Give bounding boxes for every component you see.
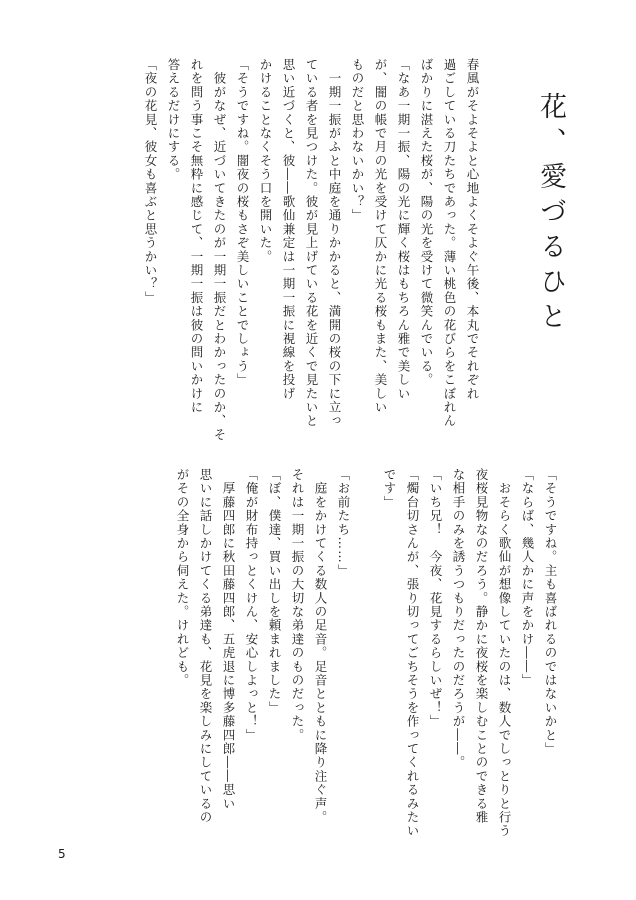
text-column (355, 468, 378, 828)
text-column: 彼がなぜ、近づいてきたのが一期一振だとわかったのか、そ (212, 58, 227, 442)
text-column: 「なあ一期一振、陽の光に輝く桜はもちろん雅で美しい (396, 58, 411, 401)
text-column: がその全身から伺えた。けれども。 (175, 468, 190, 688)
text-column: 庭をかけてくる数人の足音。足音とともに降り注ぐ声。 (313, 468, 328, 825)
text-column: 「そうですね。主も喜ばれるのではないかと」 (543, 468, 558, 756)
text-column: れを問う事こそ無粋に感じて、一期一振は彼の問いかけに (189, 58, 204, 415)
text-column: 「ぼ、僕達、買い出しを頼まれました」 (267, 468, 282, 715)
text-column: ばかりに湛えた桜が、陽の光を受けて微笑んでいる。 (419, 58, 434, 387)
text-column: 「ならば、幾人かに声をかけ――」 (520, 468, 535, 688)
text-column: 春風がそよそよと心地よくそよぐ午後、本丸でそれぞれ (465, 58, 480, 401)
text-column: 「いち兄！ 今夜、花見するらしいぜ！」 (428, 468, 443, 729)
page-number: 5 (58, 847, 66, 861)
text-column: です」 (382, 468, 397, 510)
text-column: 答えるだけにする。 (166, 58, 181, 182)
text-column: な相手のみを誘うつもりだったのだろうが――。 (451, 468, 466, 770)
text-column: 「そうですね。闇夜の桜もさぞ美しいことでしょう」 (235, 58, 250, 387)
text-column: 夜桜見物なのだろう。静かに夜桜を楽しむことのできる雅 (474, 468, 489, 825)
text-column: ものだと思わないかい？」 (350, 58, 365, 223)
text-column: それは一期一振の大切な弟達のものだった。 (290, 468, 305, 742)
text-column: 「夜の花見、彼女も喜ぶと思うかい？」 (143, 58, 158, 305)
text-column: が、闇の帳で月の光を受けて仄かに光る桜もまた、美しい (373, 58, 388, 415)
lower-text-block (171, 468, 562, 838)
text-column: 思い近づくと、彼――歌仙兼定は一期一振に視線を投げ (281, 58, 296, 401)
text-column: 過ごしている刀たちであった。薄い桃色の花びらをこぼれん (442, 58, 457, 428)
text-column: 「俺が財布持っとくけん、安心しよっと！」 (244, 468, 259, 742)
text-column: 一期一振がふと中庭を通りかかると、満開の桜の下に立っ (327, 58, 342, 428)
text-column: ている者を見つけた。彼が見上げている花を近くで見たいと (304, 58, 319, 428)
text-column: 厚藤四郎に秋田藤四郎、五虎退に博多藤四郎――思い (221, 468, 236, 811)
upper-text-block (139, 58, 484, 442)
text-column: 「燭台切さんが、張り切ってごちそうを作ってくれるみたい (405, 468, 420, 838)
text-column: かけることなくそう口を開いた。 (258, 58, 273, 264)
chapter-title: 花、愛づるひと (535, 92, 566, 337)
text-column: 「お前たち……」 (336, 468, 351, 578)
text-column: 思いに話しかけてくる弟達も、花見を楽しみにしているの (198, 468, 213, 825)
text-column: おそらく歌仙が想像していたのは、数人でしっとりと行う (497, 468, 512, 838)
